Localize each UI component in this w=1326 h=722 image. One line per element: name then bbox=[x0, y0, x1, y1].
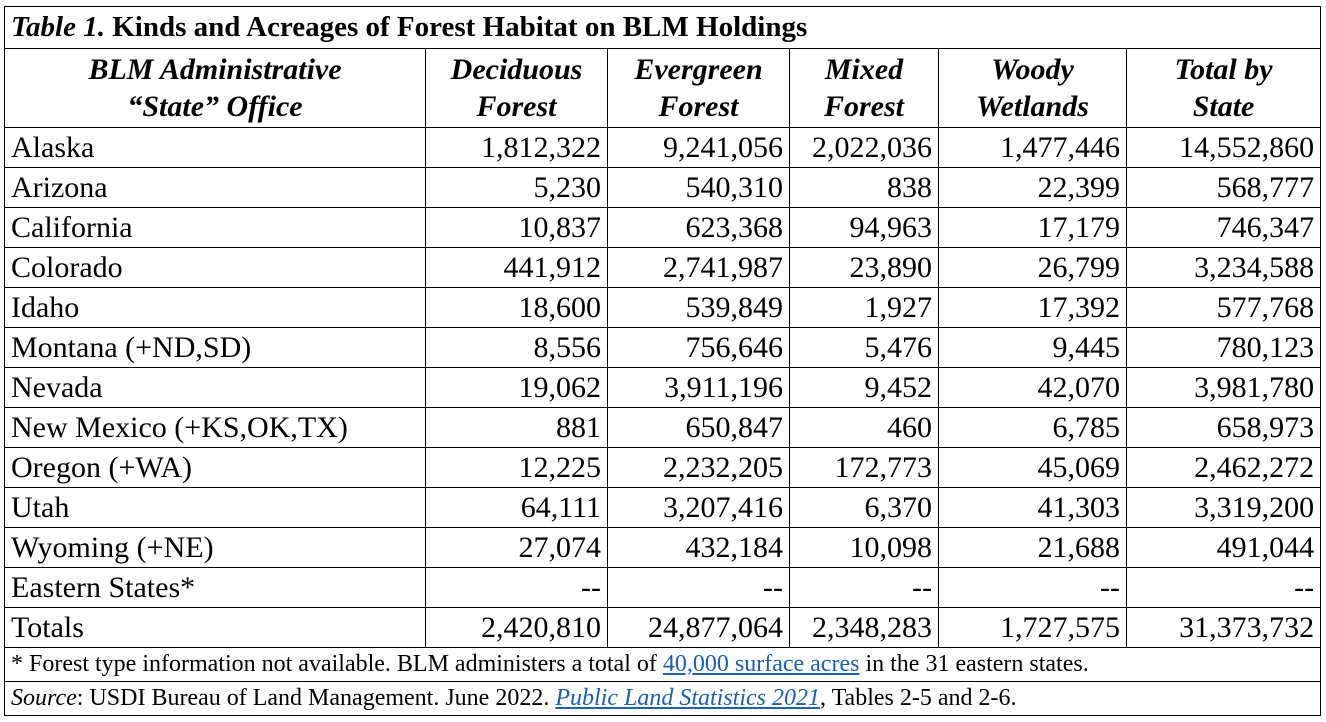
office-cell: Eastern States* bbox=[5, 568, 426, 608]
deciduous-cell: -- bbox=[426, 568, 608, 608]
header-deciduous-line2: Forest bbox=[476, 90, 557, 123]
header-wetlands-line1: Woody bbox=[991, 53, 1074, 86]
header-evergreen-line1: Evergreen bbox=[634, 53, 763, 86]
header-total-line1: Total by bbox=[1174, 53, 1273, 86]
evergreen-cell: 24,877,064 bbox=[608, 608, 790, 648]
table-title-text: Kinds and Acreages of Forest Habitat on BLM Holdings bbox=[104, 11, 808, 43]
table-row bbox=[5, 608, 1321, 648]
evergreen-cell: 3,207,416 bbox=[608, 488, 790, 528]
office-cell: Idaho bbox=[5, 288, 426, 328]
total-cell: 14,552,860 bbox=[1127, 128, 1321, 168]
wetlands-cell: 26,799 bbox=[939, 248, 1127, 288]
table-row bbox=[5, 528, 1321, 568]
wetlands-cell: 45,069 bbox=[939, 448, 1127, 488]
table-row bbox=[5, 408, 1321, 448]
deciduous-cell: 2,420,810 bbox=[426, 608, 608, 648]
deciduous-cell: 18,600 bbox=[426, 288, 608, 328]
total-cell: 3,981,780 bbox=[1127, 368, 1321, 408]
evergreen-cell: 3,911,196 bbox=[608, 368, 790, 408]
total-cell: 568,777 bbox=[1127, 168, 1321, 208]
table-number: Table 1. bbox=[11, 11, 105, 43]
header-total-line2: State bbox=[1192, 90, 1255, 123]
mixed-cell: 9,452 bbox=[790, 368, 939, 408]
footnote-text: * Forest type information not available. BLM administers a total of bbox=[11, 651, 663, 677]
wetlands-cell: 17,179 bbox=[939, 208, 1127, 248]
table-row bbox=[5, 368, 1321, 408]
wetlands-cell: 1,477,446 bbox=[939, 128, 1127, 168]
mixed-cell: 838 bbox=[790, 168, 939, 208]
evergreen-cell: 756,646 bbox=[608, 328, 790, 368]
table-title bbox=[5, 7, 1321, 49]
office-cell: Montana (+ND,SD) bbox=[5, 328, 426, 368]
footnote-text-end: in the 31 eastern states. bbox=[859, 651, 1089, 677]
office-cell: Totals bbox=[5, 608, 426, 648]
office-cell: Nevada bbox=[5, 368, 426, 408]
wetlands-cell: 21,688 bbox=[939, 528, 1127, 568]
header-wetlands-line2: Wetlands bbox=[976, 90, 1089, 123]
total-cell: 577,768 bbox=[1127, 288, 1321, 328]
header-deciduous-line1: Deciduous bbox=[450, 53, 583, 86]
deciduous-cell: 881 bbox=[426, 408, 608, 448]
evergreen-cell: 2,741,987 bbox=[608, 248, 790, 288]
wetlands-cell: 6,785 bbox=[939, 408, 1127, 448]
total-cell: 3,234,588 bbox=[1127, 248, 1321, 288]
deciduous-cell: 10,837 bbox=[426, 208, 608, 248]
mixed-cell: 460 bbox=[790, 408, 939, 448]
deciduous-cell: 5,230 bbox=[426, 168, 608, 208]
deciduous-cell: 441,912 bbox=[426, 248, 608, 288]
forest-habitat-table bbox=[4, 6, 1321, 716]
office-cell: Wyoming (+NE) bbox=[5, 528, 426, 568]
header-office bbox=[5, 49, 426, 128]
mixed-cell: 2,348,283 bbox=[790, 608, 939, 648]
office-cell: Arizona bbox=[5, 168, 426, 208]
total-cell: 658,973 bbox=[1127, 408, 1321, 448]
office-cell: California bbox=[5, 208, 426, 248]
table-row bbox=[5, 128, 1321, 168]
mixed-cell: 23,890 bbox=[790, 248, 939, 288]
deciduous-cell: 1,812,322 bbox=[426, 128, 608, 168]
mixed-cell: 5,476 bbox=[790, 328, 939, 368]
header-mixed bbox=[790, 49, 939, 128]
total-cell: 780,123 bbox=[1127, 328, 1321, 368]
total-cell: 3,319,200 bbox=[1127, 488, 1321, 528]
table-row bbox=[5, 208, 1321, 248]
source-label: Source bbox=[11, 685, 77, 711]
total-cell: -- bbox=[1127, 568, 1321, 608]
table-row bbox=[5, 288, 1321, 328]
wetlands-cell: 42,070 bbox=[939, 368, 1127, 408]
total-cell: 2,462,272 bbox=[1127, 448, 1321, 488]
header-mixed-line2: Forest bbox=[823, 90, 904, 123]
source-text-end: , Tables 2-5 and 2-6. bbox=[820, 685, 1017, 711]
total-cell: 31,373,732 bbox=[1127, 608, 1321, 648]
wetlands-cell: -- bbox=[939, 568, 1127, 608]
mixed-cell: 2,022,036 bbox=[790, 128, 939, 168]
deciduous-cell: 8,556 bbox=[426, 328, 608, 368]
source-note bbox=[5, 682, 1321, 716]
table-body bbox=[5, 128, 1321, 648]
header-evergreen bbox=[608, 49, 790, 128]
deciduous-cell: 19,062 bbox=[426, 368, 608, 408]
evergreen-cell: 432,184 bbox=[608, 528, 790, 568]
evergreen-cell: 539,849 bbox=[608, 288, 790, 328]
evergreen-cell: 9,241,056 bbox=[608, 128, 790, 168]
header-total bbox=[1127, 49, 1321, 128]
evergreen-cell: 623,368 bbox=[608, 208, 790, 248]
mixed-cell: 1,927 bbox=[790, 288, 939, 328]
table-row bbox=[5, 488, 1321, 528]
evergreen-cell: 540,310 bbox=[608, 168, 790, 208]
source-text: : USDI Bureau of Land Management. June 2022. bbox=[76, 685, 556, 711]
wetlands-cell: 22,399 bbox=[939, 168, 1127, 208]
wetlands-cell: 9,445 bbox=[939, 328, 1127, 368]
evergreen-cell: 2,232,205 bbox=[608, 448, 790, 488]
wetlands-cell: 41,303 bbox=[939, 488, 1127, 528]
surface-acres-link[interactable]: 40,000 surface acres bbox=[662, 651, 860, 677]
deciduous-cell: 12,225 bbox=[426, 448, 608, 488]
table-row bbox=[5, 328, 1321, 368]
total-cell: 746,347 bbox=[1127, 208, 1321, 248]
evergreen-cell: 650,847 bbox=[608, 408, 790, 448]
header-deciduous bbox=[426, 49, 608, 128]
header-row bbox=[5, 49, 1321, 128]
office-cell: Oregon (+WA) bbox=[5, 448, 426, 488]
table-row bbox=[5, 168, 1321, 208]
footnote bbox=[5, 648, 1321, 682]
public-land-statistics-link[interactable]: Public Land Statistics 2021 bbox=[555, 685, 820, 711]
mixed-cell: 172,773 bbox=[790, 448, 939, 488]
deciduous-cell: 27,074 bbox=[426, 528, 608, 568]
mixed-cell: 10,098 bbox=[790, 528, 939, 568]
table-row bbox=[5, 448, 1321, 488]
total-cell: 491,044 bbox=[1127, 528, 1321, 568]
header-office-line2: “State” Office bbox=[127, 90, 303, 123]
mixed-cell: -- bbox=[790, 568, 939, 608]
office-cell: Colorado bbox=[5, 248, 426, 288]
office-cell: New Mexico (+KS,OK,TX) bbox=[5, 408, 426, 448]
office-cell: Utah bbox=[5, 488, 426, 528]
table-row bbox=[5, 248, 1321, 288]
evergreen-cell: -- bbox=[608, 568, 790, 608]
mixed-cell: 94,963 bbox=[790, 208, 939, 248]
deciduous-cell: 64,111 bbox=[426, 488, 608, 528]
wetlands-cell: 1,727,575 bbox=[939, 608, 1127, 648]
header-evergreen-line2: Forest bbox=[658, 90, 739, 123]
mixed-cell: 6,370 bbox=[790, 488, 939, 528]
wetlands-cell: 17,392 bbox=[939, 288, 1127, 328]
header-wetlands bbox=[939, 49, 1127, 128]
header-office-line1: BLM Administrative bbox=[88, 53, 342, 86]
office-cell: Alaska bbox=[5, 128, 426, 168]
table-row bbox=[5, 568, 1321, 608]
header-mixed-line1: Mixed bbox=[824, 53, 904, 86]
